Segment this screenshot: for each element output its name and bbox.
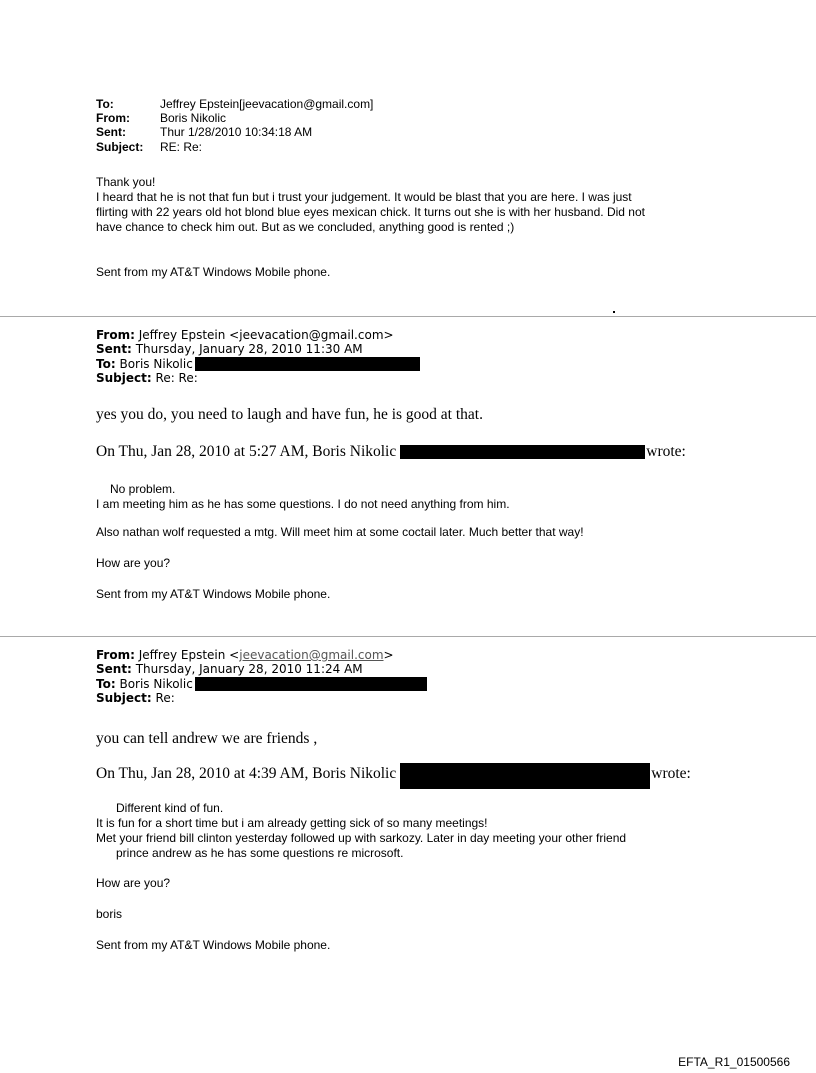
email-header bbox=[96, 97, 373, 154]
redaction-box bbox=[195, 677, 427, 691]
header-subject-row bbox=[96, 140, 373, 154]
stray-mark bbox=[613, 311, 615, 313]
quote-intro-text: On Thu, Jan 28, 2010 at 4:39 AM, Boris Nikolic bbox=[96, 765, 397, 782]
subject-value: RE: Re: bbox=[160, 139, 203, 154]
reply-greeting: Thank you! bbox=[96, 175, 156, 189]
document-id: EFTA_R1_01500566 bbox=[678, 1055, 790, 1069]
quote-wrote-text: wrote: bbox=[646, 443, 686, 460]
header-sent-row bbox=[96, 125, 373, 139]
quote-line: How are you? bbox=[96, 556, 171, 570]
to-label: To: bbox=[96, 97, 114, 111]
divider bbox=[0, 636, 816, 637]
quote-line: Also nathan wolf requested a mtg. Will meet him at some coctail later. Much better that way! bbox=[96, 525, 584, 539]
redaction-box bbox=[400, 763, 650, 789]
message2-to-row bbox=[96, 357, 420, 371]
subject-label: Subject: bbox=[96, 371, 152, 386]
from-label: From: bbox=[96, 648, 135, 662]
from-value: Boris Nikolic bbox=[160, 111, 227, 126]
message3-from-row bbox=[96, 648, 427, 662]
quote-line: I am meeting him as he has some questions. I do not need anything from him. bbox=[96, 497, 510, 511]
quote-line: Sent from my AT&T Windows Mobile phone. bbox=[96, 938, 331, 952]
message2-subject-row bbox=[96, 371, 420, 385]
quote-intro-text: On Thu, Jan 28, 2010 at 5:27 AM, Boris Nikolic bbox=[96, 443, 397, 460]
to-label: To: bbox=[96, 356, 116, 371]
quote-line: Sent from my AT&T Windows Mobile phone. bbox=[96, 587, 331, 601]
to-value: Jeffrey Epstein[jeevacation@gmail.com] bbox=[160, 97, 374, 111]
message2-header bbox=[96, 328, 420, 386]
to-label: To: bbox=[96, 676, 116, 691]
redaction-box bbox=[195, 357, 420, 371]
sent-value: Thursday, January 28, 2010 11:30 AM bbox=[135, 342, 363, 357]
message3-to-row bbox=[96, 677, 427, 691]
message2-from-row bbox=[96, 328, 420, 342]
quote-wrote-text: wrote: bbox=[651, 765, 691, 782]
quote-line: Different kind of fun. bbox=[116, 801, 224, 815]
to-value: Boris Nikolic bbox=[119, 676, 193, 691]
reply-line: flirting with 22 years old hot blond blue eyes mexican chick. It turns out she is with her husband. Did not bbox=[96, 205, 645, 219]
to-value: Boris Nikolic bbox=[119, 356, 193, 371]
message3-quote bbox=[96, 801, 626, 861]
subject-label: Subject: bbox=[96, 139, 144, 154]
reply-line: have chance to check him out. But as we concluded, anything good is rented ;) bbox=[96, 220, 515, 234]
reply-body bbox=[96, 175, 645, 235]
from-value: Jeffrey Epstein <jeevacation@gmail.com> bbox=[138, 328, 394, 342]
sent-label: Sent: bbox=[96, 662, 132, 677]
subject-value: Re: bbox=[155, 691, 175, 706]
sent-value: Thur 1/28/2010 10:34:18 AM bbox=[160, 125, 313, 140]
quote-line: boris bbox=[96, 907, 123, 921]
message2-quote-intro bbox=[96, 443, 686, 461]
from-label: From: bbox=[96, 111, 130, 126]
subject-label: Subject: bbox=[96, 691, 152, 706]
header-to-row bbox=[96, 97, 373, 111]
from-label: From: bbox=[96, 328, 135, 342]
message3-header bbox=[96, 648, 427, 706]
sent-label: Sent: bbox=[96, 342, 132, 357]
subject-value: Re: Re: bbox=[155, 371, 198, 386]
divider bbox=[0, 316, 816, 317]
quote-line: It is fun for a short time but i am already getting sick of so many meetings! bbox=[96, 816, 488, 830]
message3-body: you can tell andrew we are friends , bbox=[96, 730, 318, 747]
quote-line: No problem. bbox=[110, 482, 176, 496]
message3-subject-row bbox=[96, 691, 427, 705]
quote-line: Met your friend bill clinton yesterday followed up with sarkozy. Later in day meeting your other friend bbox=[96, 831, 627, 845]
reply-signature: Sent from my AT&T Windows Mobile phone. bbox=[96, 265, 331, 279]
from-prefix: Jeffrey Epstein < bbox=[138, 648, 240, 662]
message2-body: yes you do, you need to laugh and have fun, he is good at that. bbox=[96, 406, 483, 423]
sent-value: Thursday, January 28, 2010 11:24 AM bbox=[135, 662, 363, 677]
redaction-box bbox=[400, 445, 645, 459]
header-from-row bbox=[96, 111, 373, 125]
quote-line: How are you? bbox=[96, 876, 171, 890]
message2-quote bbox=[96, 482, 510, 512]
email-link[interactable]: jeevacation@gmail.com bbox=[239, 648, 384, 662]
message2-sent-row bbox=[96, 342, 420, 356]
sent-label: Sent: bbox=[96, 125, 126, 140]
message3-quote-intro bbox=[96, 765, 691, 789]
reply-line: I heard that he is not that fun but i trust your judgement. It would be blast that you are here. I was just bbox=[96, 190, 632, 204]
from-suffix: > bbox=[383, 648, 394, 662]
quote-line: prince andrew as he has some questions re microsoft. bbox=[116, 846, 404, 860]
message3-sent-row bbox=[96, 662, 427, 676]
